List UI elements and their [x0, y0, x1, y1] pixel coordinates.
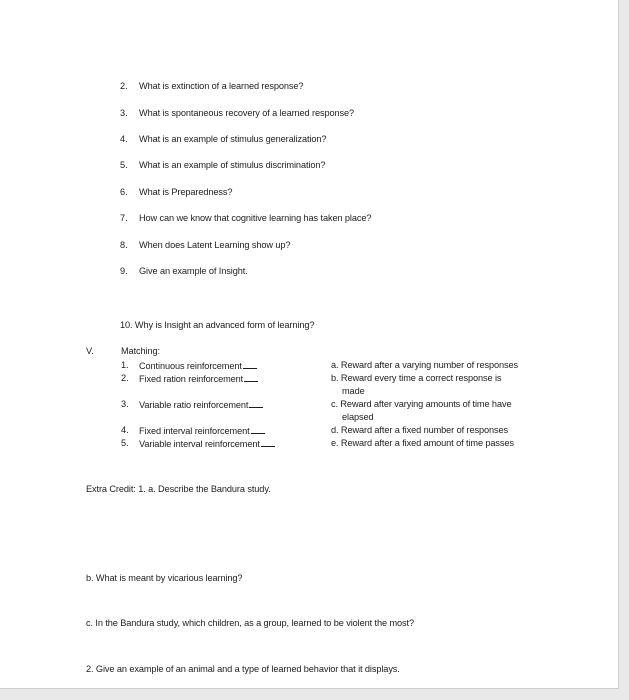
answer-blank — [243, 360, 257, 369]
matching-left-5-number: 5. — [121, 438, 129, 448]
matching-left-3 — [139, 399, 263, 410]
answer-blank — [249, 399, 263, 408]
matching-left-1 — [139, 360, 257, 371]
matching-left-1-number: 1. — [121, 360, 129, 370]
question-6-number: 6. — [120, 187, 128, 197]
question-7-text: How can we know that cognitive learning has taken place? — [139, 213, 372, 223]
question-2-text: What is extinction of a learned response? — [139, 81, 304, 91]
question-4-text: What is an example of stimulus generalization? — [139, 134, 327, 144]
answer-blank — [261, 438, 275, 447]
matching-left-4-number: 4. — [121, 425, 129, 435]
question-7-number: 7. — [120, 213, 128, 223]
matching-left-1-text: Continuous reinforcement — [139, 361, 242, 371]
question-3-text: What is spontaneous recovery of a learned response? — [139, 108, 355, 118]
matching-right-b-cont: made — [342, 386, 365, 396]
matching-left-5 — [139, 438, 275, 449]
matching-left-4-text: Fixed interval reinforcement — [139, 426, 250, 436]
matching-left-4 — [139, 425, 265, 436]
extra-credit-1b: b. What is meant by vicarious learning? — [86, 573, 243, 583]
question-5-text: What is an example of stimulus discrimination? — [139, 160, 326, 170]
extra-credit-1a: Extra Credit: 1. a. Describe the Bandura study. — [86, 484, 271, 494]
extra-credit-2: 2. Give an example of an animal and a type of learned behavior that it displays. — [86, 664, 400, 674]
matching-right-c-cont: elapsed — [342, 412, 374, 422]
question-5-number: 5. — [120, 160, 128, 170]
extra-credit-1c: c. In the Bandura study, which children, as a group, learned to be violent the most? — [86, 618, 414, 628]
matching-right-b: b. Reward every time a correct response is — [331, 373, 502, 383]
answer-blank — [244, 373, 258, 382]
question-9-text: Give an example of Insight. — [139, 266, 248, 276]
matching-right-e: e. Reward after a fixed amount of time passes — [331, 438, 514, 448]
answer-blank — [251, 425, 265, 434]
question-2-number: 2. — [120, 81, 128, 91]
question-8-number: 8. — [120, 240, 128, 250]
question-9-number: 9. — [120, 266, 128, 276]
question-8-text: When does Latent Learning show up? — [139, 240, 291, 250]
matching-left-2-number: 2. — [121, 373, 129, 383]
matching-title: Matching: — [121, 346, 160, 356]
matching-right-c: c. Reward after varying amounts of time have — [331, 399, 512, 409]
question-6-text: What is Preparedness? — [139, 187, 233, 197]
question-3-number: 3. — [120, 108, 128, 118]
question-10-text: 10. Why is Insight an advanced form of learning? — [120, 320, 315, 330]
matching-left-2-text: Fixed ration reinforcement — [139, 374, 244, 384]
matching-left-3-number: 3. — [121, 399, 129, 409]
matching-right-d: d. Reward after a fixed number of responses — [331, 425, 508, 435]
matching-left-5-text: Variable interval reinforcement — [139, 439, 260, 449]
matching-right-a: a. Reward after a varying number of responses — [331, 360, 519, 370]
question-4-number: 4. — [120, 134, 128, 144]
matching-left-2 — [139, 373, 258, 384]
matching-left-3-text: Variable ratio reinforcement — [139, 400, 249, 410]
section-v-numeral: V. — [86, 346, 94, 356]
